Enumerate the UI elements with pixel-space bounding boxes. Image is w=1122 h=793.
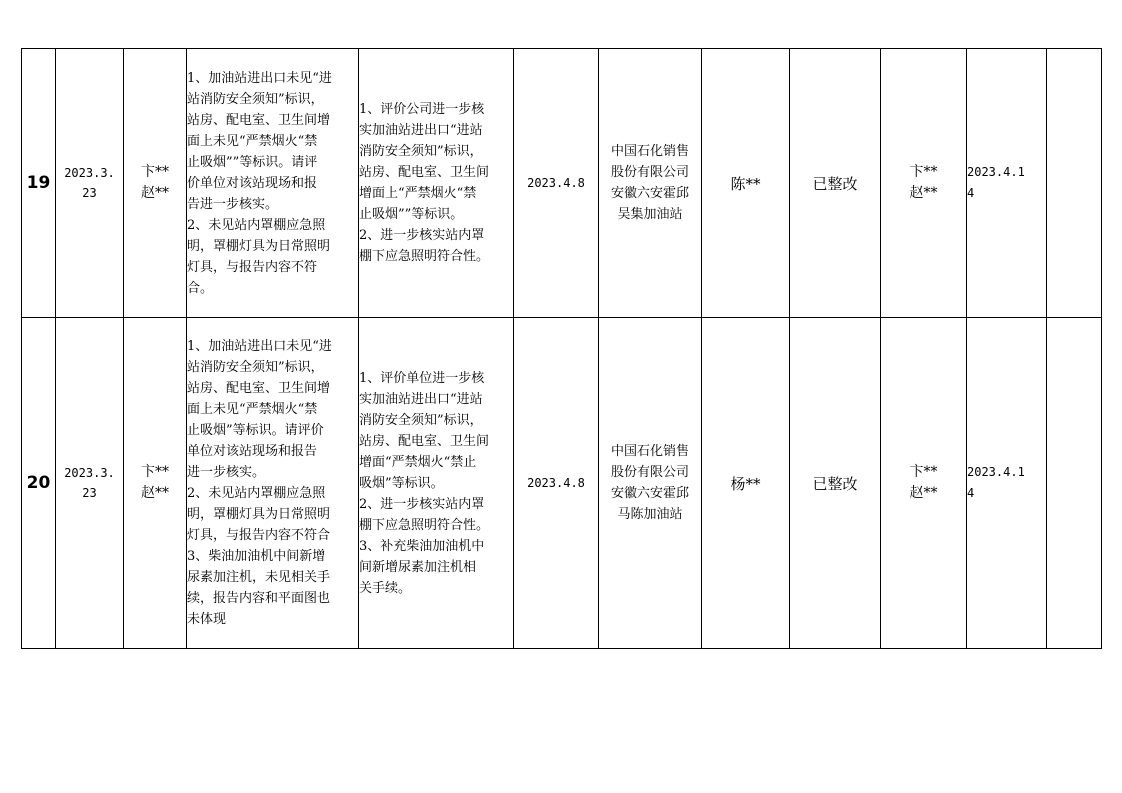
check-date: 2023.3. 23 xyxy=(56,49,124,318)
problem-description: 1、加油站进出口未见“进 站消防安全须知”标识， 站房、配电室、卫生间增 面上未见“严禁烟火“禁 止吸烟”等标识。请评价 单位对该站现场和报告 进一步核实。 2、未见站内罩棚应急照 明，罩棚灯具为日常照明 灯具，与报告内容不符合 3、柴油加油机中间新增 尿素加注机，未见相关手 续，报告内容和平面图也 未体现 xyxy=(187,318,359,649)
reviewers: 卞** 赵** xyxy=(881,49,967,318)
deadline: 2023.4.8 xyxy=(514,318,599,649)
inspectors: 卞** 赵** xyxy=(124,318,187,649)
responsible-unit: 中国石化销售 股份有限公司 安徽六安霍邱 吴集加油站 xyxy=(599,49,702,318)
responsible-person: 杨** xyxy=(702,318,790,649)
problem-description: 1、加油站进出口未见“进 站消防安全须知”标识， 站房、配电室、卫生间增 面上未见“严禁烟火“禁 止吸烟””等标识。请评 价单位对该站现场和报 告进一步核实。 2、未见站内罩棚应急照 明，罩棚灯具为日常照明 灯具，与报告内容不符 合。 xyxy=(187,49,359,318)
remark-cell xyxy=(1047,318,1102,649)
responsible-unit: 中国石化销售 股份有限公司 安徽六安霍邱 马陈加油站 xyxy=(599,318,702,649)
row-number: 20 xyxy=(22,318,56,649)
table-row xyxy=(22,49,1102,318)
inspectors: 卞** 赵** xyxy=(124,49,187,318)
rectification-requirement: 1、评价公司进一步核 实加油站进出口“进站 消防安全须知”标识， 站房、配电室、卫生间 增面上“严禁烟火“禁 止吸烟””等标识。 2、进一步核实站内罩 棚下应急照明符合性。 xyxy=(359,49,514,318)
deadline: 2023.4.8 xyxy=(514,49,599,318)
rectification-table xyxy=(21,48,1102,649)
review-date: 2023.4.1 4 xyxy=(967,318,1047,649)
table-row xyxy=(22,318,1102,649)
rectification-requirement: 1、评价单位进一步核 实加油站进出口“进站 消防安全须知”标识， 站房、配电室、卫生间 增面“严禁烟火“禁止 吸烟”等标识。 2、进一步核实站内罩 棚下应急照明符合性。 3、补充柴油加油机中 间新增尿素加注机相 关手续。 xyxy=(359,318,514,649)
reviewers: 卞** 赵** xyxy=(881,318,967,649)
review-date: 2023.4.1 4 xyxy=(967,49,1047,318)
check-date: 2023.3. 23 xyxy=(56,318,124,649)
remark-cell xyxy=(1047,49,1102,318)
rectification-status: 已整改 xyxy=(790,318,881,649)
responsible-person: 陈** xyxy=(702,49,790,318)
row-number: 19 xyxy=(22,49,56,318)
rectification-status: 已整改 xyxy=(790,49,881,318)
